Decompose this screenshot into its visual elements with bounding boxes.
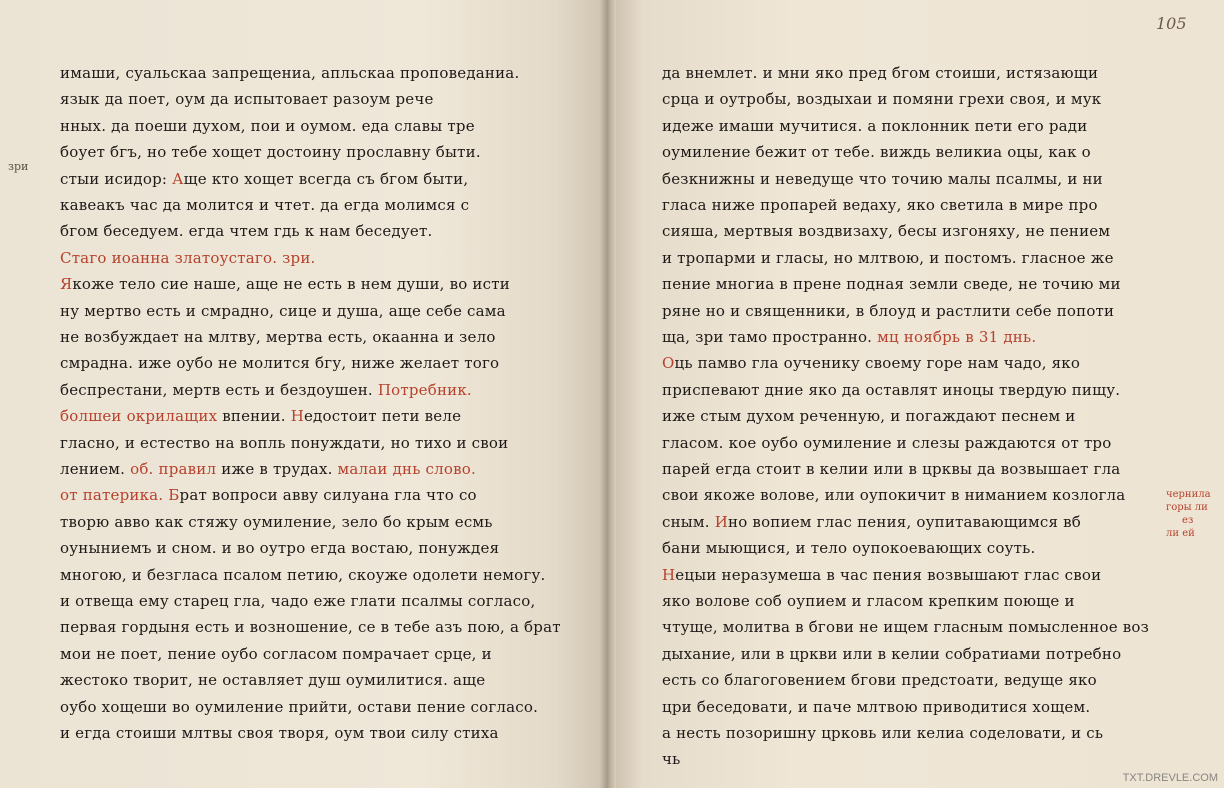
line-text: боует бгъ, но тебе хощет достоину прославну быти. [60,143,481,162]
line-text: а несть позоришну црковь или келиа соделовати, и сь [662,724,1104,742]
manuscript-line [60,222,432,240]
manuscript-line [662,539,1036,557]
manuscript-line [662,698,1090,716]
manuscript-line [662,724,1103,742]
manuscript-line [60,539,499,557]
line-text: лением. [60,460,131,478]
manuscript-line [662,302,1114,320]
manuscript-line [662,249,1114,267]
line-text: безкнижны и неведуще что точию малы псалмы, и ни [662,169,1103,188]
manuscript-line [662,671,1097,689]
right-margin-note-line: чернила [1166,489,1211,500]
manuscript-line [662,566,1101,584]
rubric-text: болшеи окрилащих [60,407,223,426]
line-text: гласно, и естество на вопль понуждати, но тихо и свои [60,433,509,452]
manuscript-line [60,354,499,372]
line-text: ецыи неразумеша в час пения возвышают глас свои [675,565,1102,584]
manuscript-line [662,750,680,768]
line-text: цри беседовати, и паче млтвою приводитися хощем. [662,697,1091,716]
line-text: иже стым духом реченную, и погаждают песнем и [662,407,1076,426]
line-text: яко волове соб оупием и гласом крепким поюще и [662,592,1075,610]
manuscript-line [60,698,538,716]
manuscript-line [60,302,506,320]
manuscript-line [662,222,1110,240]
line-text: идеже имаши мучитися. а поклонник пети его ради [662,116,1088,135]
right-margin-note [1166,488,1222,540]
line-text: и тропарми и гласы, но млтвою, и постомъ. гласное же [662,248,1114,267]
line-text: но вопием глас пения, оупитавающимся вб [728,512,1082,531]
manuscript-line [60,645,492,663]
right-margin-note-line: ли ей [1166,528,1195,539]
manuscript-line [662,592,1075,610]
manuscript-line [60,486,477,504]
rubric-text: И [714,512,729,531]
manuscript-line [60,407,461,425]
line-text: стыи исидор: [60,169,173,188]
manuscript-line [662,460,1120,478]
manuscript-line [60,170,468,188]
rubric-text: Н [290,407,304,426]
book-gutter [600,0,616,788]
line-text: первая гордыня есть и возношение, се в тебе азъ пою, а брат [60,618,561,637]
manuscript-line [662,354,1080,372]
manuscript-line [60,724,499,742]
manuscript-line [662,381,1120,399]
manuscript-line [662,196,1098,214]
line-text: свои якоже волове, или оупокичит в ниманием козлогла [662,486,1126,505]
line-text: беспрестани, мертв есть и бездоушен. [60,380,378,399]
line-text: срца и оутробы, воздыхаи и помяни грехи своя, и мук [662,90,1102,109]
manuscript-line [60,275,510,293]
line-text: дыхание, или в цркви или в келии собратиами потребно [662,644,1122,663]
line-text: и егда стоиши млтвы своя творя, оум твои силу стиха [60,724,499,742]
line-text: оубо хощеши во оумиление прийти, остави пение согласо. [60,697,539,716]
right-margin-note-line: горы ли [1166,502,1208,513]
manuscript-line [60,513,493,531]
line-text: рат вопроси авву силуана гла что со [179,486,477,505]
left-margin-note: зри [8,160,29,173]
manuscript-line [60,381,472,399]
rubric-text: мц ноябрь в 31 днь. [877,328,1037,346]
rubric-text: Потребник. [377,380,472,399]
manuscript-line [60,434,508,452]
manuscript-line [662,90,1101,108]
manuscript-line [662,513,1081,531]
line-text: нных. да поеши духом, пои и оумом. еда славы тре [60,116,475,135]
line-text: оумиление бежит от тебе. виждь великиа оцы, как о [662,143,1091,162]
right-margin-note-line: ез [1182,515,1194,526]
manuscript-line [662,407,1075,425]
manuscript-line [60,618,561,636]
manuscript-line [662,275,1121,293]
manuscript-line [60,328,496,346]
rubric-text: С [60,248,72,267]
manuscript-line [60,460,476,478]
folio-number: 105 [1156,14,1187,33]
rubric-text: Я [60,275,73,294]
rubric-text: О [662,354,675,373]
line-text: есть со благоговением бгови предстоати, ведуще яко [662,671,1097,690]
manuscript-line [662,434,1111,452]
manuscript-line [60,592,535,610]
line-text: чь [662,750,681,769]
manuscript-line [662,64,1098,82]
rubric-text: А [172,169,184,188]
manuscript-line [662,618,1149,636]
line-text: ну мертво есть и смрадно, сице и душа, аще себе сама [60,301,506,320]
manuscript-line [662,328,1036,346]
line-text: мои не поет, пение оубо согласом помрачает срце, и [60,644,492,663]
line-text: чтуще, молитва в бгови не ищем гласным помысленное воз [662,618,1149,637]
line-text: коже тело сие наше, аще не есть в нем души, во исти [72,275,510,294]
manuscript-line [662,486,1125,504]
manuscript-line [60,196,469,214]
manuscript-line [60,90,434,108]
manuscript-line [60,64,519,82]
line-text: бани мыющися, и тело оупокоевающих соуть. [662,539,1036,558]
line-text: парей егда стоит в келии или в црквы да возвышает гла [662,460,1121,478]
manuscript-line [662,170,1103,188]
line-text: гласом. кое оубо оумиление и слезы раждаются от тро [662,433,1112,452]
line-text: гласа ниже пропарей ведаху, яко светила в мире про [662,196,1098,214]
watermark: TXT.DREVLE.COM [1122,772,1218,784]
line-text: сным. [662,512,715,531]
rubric-text: об. правил [130,460,222,478]
manuscript-line [60,117,475,135]
manuscript-line [60,566,545,584]
rubric-text: таго иоанна златоустаго. зри. [71,248,316,267]
line-text: смрадна. иже оубо не молится бгу, ниже желает того [60,354,500,373]
line-text: ще кто хощет всегда съ бгом быти, [183,169,469,188]
line-text: бгом беседуем. егда чтем гдь к нам беседует. [60,222,433,241]
line-text: сияша, мертвыя воздвизаху, бесы изгоняху, не пением [662,222,1111,241]
line-text: имаши, суальскаа запрещениа, апльскаа проповеданиа. [60,64,520,82]
rubric-text: Н [662,565,676,584]
line-text: и отвеща ему старец гла, чадо еже глати псалмы согласо, [60,592,536,610]
line-text: не возбуждает на млтву, мертва есть, окаанна и зело [60,328,496,346]
line-text: едостоит пети веле [303,407,462,426]
line-text: да внемлет. и мни яко пред бгом стоиши, истязающи [662,64,1099,82]
line-text: кавеакъ час да молится и чтет. да егда молимся с [60,196,470,214]
line-text: ряне но и священники, в блоуд и растлити себе попоти [662,301,1115,320]
rubric-text: Б [168,486,180,505]
rubric-text: от патерика. [60,486,169,505]
line-text: приспевают дние яко да оставлят иноцы твердую пищу. [662,380,1121,399]
line-text: творю авво как стяжу оумиление, зело бо крым есмь [60,512,493,531]
manuscript-line [662,117,1087,135]
line-text: иже в трудах. [221,460,338,478]
line-text: ща, зри тамо пространно. [662,328,878,346]
manuscript-line [60,671,485,689]
manuscript-line [60,249,316,267]
line-text: жестоко творит, не оставляет душ оумилитися. аще [60,671,486,690]
manuscript-line [60,143,481,161]
line-text: ць памво гла оученику своему горе нам чадо, яко [674,354,1081,373]
line-text: впении. [222,407,291,426]
rubric-text: малаи днь слово. [337,460,476,478]
line-text: пение многиа в прене подная земли сведе, не точию ми [662,275,1121,294]
line-text: оуныниемъ и сном. и во оутро егда востаю, понуждея [60,539,500,558]
manuscript-line [662,143,1091,161]
line-text: язык да поет, оум да испытовает разоум рече [60,90,434,109]
line-text: многою, и безгласа псалом петию, скоуже одолети немогу. [60,565,546,584]
manuscript-line [662,645,1121,663]
